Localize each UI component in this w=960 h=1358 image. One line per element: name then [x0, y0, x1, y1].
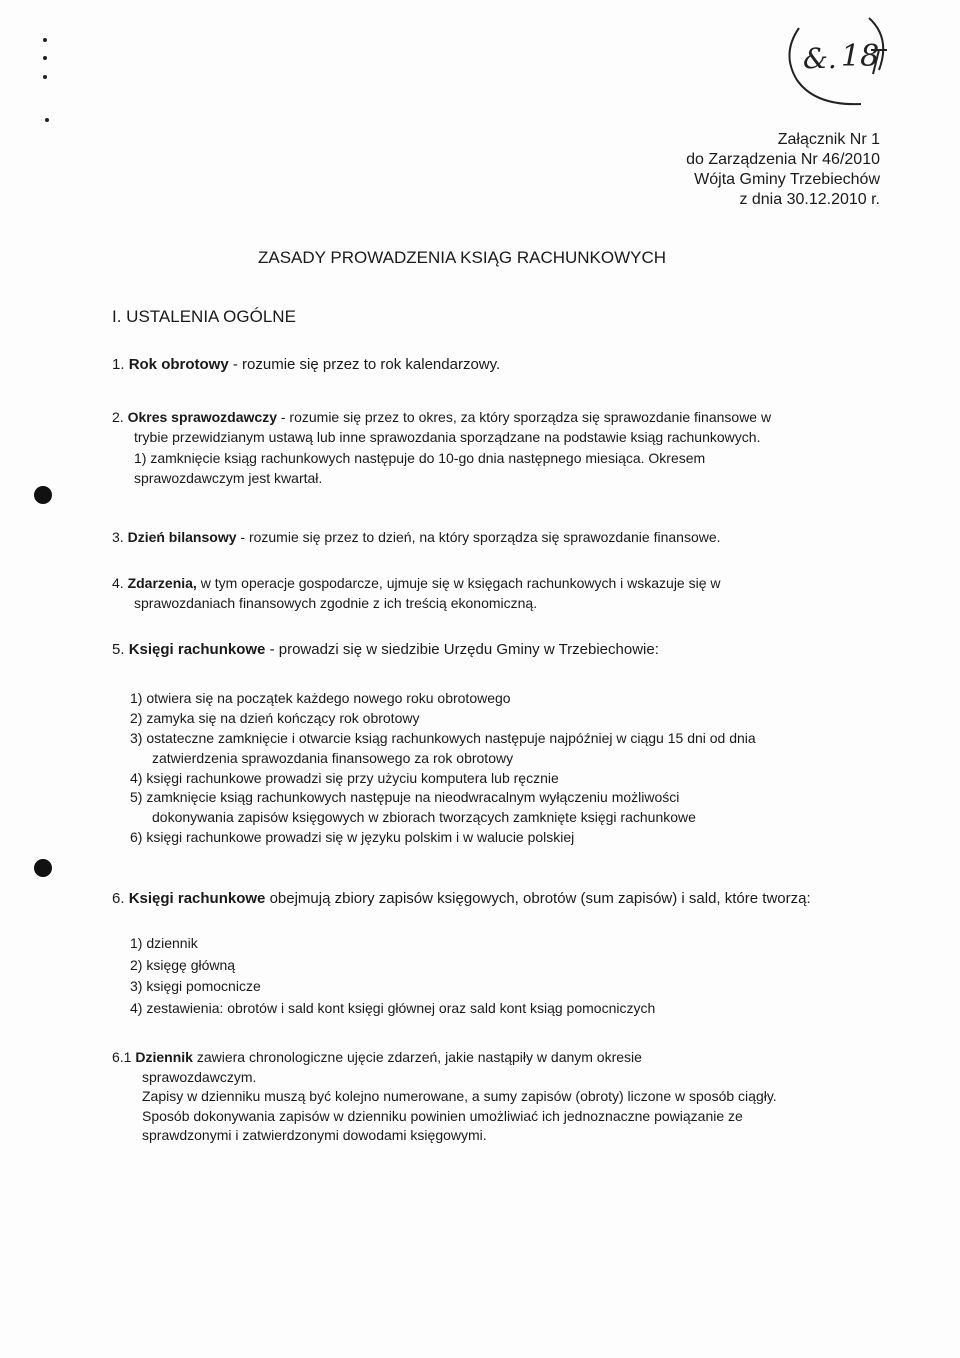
- list-item: 2) zamyka się na dzień kończący rok obrotowy: [130, 709, 420, 726]
- item-number: 5.: [112, 641, 125, 658]
- scan-speck: [43, 75, 47, 79]
- item-text: zawiera chronologiczne ujęcie zdarzeń, jakie nastąpiły w danym okresie: [192, 1049, 642, 1065]
- item-number: 6.: [112, 890, 125, 907]
- item-term: Dziennik: [135, 1049, 193, 1065]
- list-item: 6) księgi rachunkowe prowadzi się w języku polskim i w walucie polskiej: [130, 829, 575, 846]
- list-item: dokonywania zapisów księgowych w zbiorach tworzących zamknięte księgi rachunkowe: [152, 809, 696, 826]
- item-number: 1.: [112, 356, 125, 373]
- item-text: sprawozdawczym.: [142, 1068, 257, 1085]
- item-text: obejmują zbiory zapisów księgowych, obrotów (sum zapisów) i sald, które tworzą:: [265, 890, 811, 907]
- item-text: w tym operacje gospodarcze, ujmuje się w księgach rachunkowych i wskazuje się w: [196, 575, 721, 591]
- list-item: 5) zamknięcie ksiąg rachunkowych następuje na nieodwracalnym wyłączeniu możliwości: [130, 789, 680, 806]
- handwritten-page-stamp: [775, 8, 905, 108]
- annex-line: z dnia 30.12.2010 r.: [739, 191, 880, 208]
- list-item: 4) księgi rachunkowe prowadzi się przy użyciu komputera lub ręcznie: [130, 769, 559, 786]
- list-item: zatwierdzenia sprawozdania finansowego za rok obrotowy: [152, 749, 514, 766]
- item-4: [112, 573, 852, 614]
- item-number: 2.: [112, 409, 124, 425]
- item-text: sprawozdaniach finansowych zgodnie z ich treścią ekonomiczną.: [134, 595, 538, 612]
- list-item: 2) księgę główną: [130, 956, 236, 973]
- item-number: 4.: [112, 575, 124, 591]
- scan-speck: [45, 118, 49, 122]
- punch-hole: [34, 859, 52, 877]
- item-text: - rozumie się przez to rok kalendarzowy.: [228, 356, 501, 373]
- list-item: 4) zestawienia: obrotów i sald kont księgi głównej oraz sald kont ksiąg pomocniczych: [130, 1000, 656, 1017]
- item-text: 1) zamknięcie ksiąg rachunkowych następuje do 10-go dnia następnego miesiąca. Okresem: [134, 449, 706, 466]
- list-item: 3) ostateczne zamknięcie i otwarcie ksiąg rachunkowych następuje najpóźniej w ciągu 15 dni od dnia: [130, 729, 756, 746]
- list-item: 3) księgi pomocnicze: [130, 978, 261, 995]
- scan-speck: [43, 56, 47, 60]
- item-text: Sposób dokonywania zapisów w dzienniku powinien umożliwiać ich jednoznaczne powiązanie ze: [142, 1107, 743, 1124]
- item-3: [112, 529, 852, 546]
- list-item: 1) dziennik: [130, 935, 198, 951]
- item-6-1: [112, 1048, 852, 1146]
- scan-speck: [43, 38, 47, 42]
- item-6: [112, 890, 852, 908]
- item-text: sprawdzonymi i zatwierdzonymi dowodami księgowymi.: [142, 1127, 487, 1144]
- item-text: sprawozdawczym jest kwartał.: [134, 469, 323, 486]
- item-term: Księgi rachunkowe: [128, 641, 266, 658]
- item-term: Zdarzenia,: [127, 575, 197, 591]
- annex-line: do Zarządzenia Nr 46/2010: [686, 151, 880, 168]
- item-text: - rozumie się przez to okres, za który sporządza się sprawozdanie finansowe w: [276, 409, 772, 425]
- section-heading: I. USTALENIA OGÓLNE: [112, 307, 296, 326]
- item-number: 6.1: [112, 1049, 132, 1065]
- item-5-list: [130, 689, 756, 848]
- item-text: Zapisy w dzienniku muszą być kolejno numerowane, a sumy zapisów (obroty) liczone w sposób ciągły.: [142, 1088, 777, 1105]
- annex-line: Załącznik Nr 1: [777, 131, 880, 148]
- item-text: - prowadzi się w siedzibie Urzędu Gminy w Trzebiechowie:: [265, 641, 659, 658]
- item-text: trybie przewidzianym ustawą lub inne sprawozdania sporządzane na podstawie ksiąg rachunkowych.: [134, 429, 761, 446]
- punch-hole: [34, 486, 52, 504]
- item-text: - rozumie się przez to dzień, na który sporządza się sprawozdanie finansowe.: [236, 529, 721, 545]
- annex-line: Wójta Gminy Trzebiechów: [694, 171, 880, 188]
- svg-text:18: 18: [841, 39, 880, 74]
- item-term: Okres sprawozdawczy: [127, 409, 277, 425]
- svg-text:&.: &.: [803, 42, 837, 75]
- item-5: [112, 641, 852, 659]
- item-number: 3.: [112, 529, 124, 545]
- item-1: [112, 356, 852, 374]
- item-term: Księgi rachunkowe: [128, 890, 266, 907]
- item-2: [112, 407, 852, 488]
- annex-header: [686, 130, 880, 210]
- item-6-list: [130, 933, 655, 1020]
- document-title: ZASADY PROWADZENIA KSIĄG RACHUNKOWYCH: [258, 248, 667, 267]
- item-term: Dzień bilansowy: [127, 529, 237, 545]
- item-term: Rok obrotowy: [128, 356, 229, 373]
- list-item: 1) otwiera się na początek każdego nowego roku obrotowego: [130, 690, 511, 706]
